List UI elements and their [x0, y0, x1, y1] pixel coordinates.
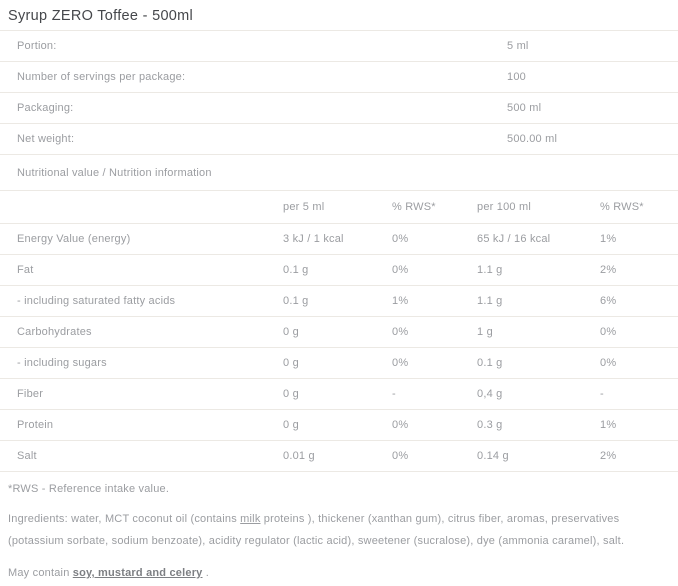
- ingredients-text: [0, 495, 678, 552]
- value-rws-100ml: 2%: [600, 450, 617, 462]
- info-label: Number of servings per package:: [17, 71, 186, 83]
- info-row-packaging: [0, 93, 678, 124]
- value-per-100ml: 1 g: [477, 326, 493, 338]
- info-row-net-weight: [0, 124, 678, 155]
- value-per-5ml: 0 g: [283, 419, 299, 431]
- row-label: Fat: [17, 264, 34, 276]
- may-contain-suffix: .: [202, 567, 210, 579]
- row-label: - including sugars: [17, 357, 107, 369]
- info-row-portion: [0, 31, 678, 62]
- nutrition-row-energy: [0, 224, 678, 255]
- row-label: Fiber: [17, 388, 44, 400]
- value-per-100ml: 0.1 g: [477, 357, 503, 369]
- nutrition-row-sugars: [0, 348, 678, 379]
- value-per-100ml: 65 kJ / 16 kcal: [477, 233, 551, 245]
- value-rws-100ml: 2%: [600, 264, 617, 276]
- info-value: 500 ml: [507, 102, 542, 114]
- value-rws-5ml: -: [392, 388, 396, 400]
- ingredients-suffix: proteins ), thickener (xanthan gum), citrus fiber, aromas, preservatives (potassium sorbate, sodium benzoate), acidity regulator (lactic acid), sweetener (sucralose), dye (ammonia caramel), salt.: [8, 513, 625, 547]
- col-header-per-100ml: per 100 ml: [477, 201, 531, 213]
- row-label: Energy Value (energy): [17, 233, 131, 245]
- value-rws-100ml: 1%: [600, 419, 617, 431]
- value-rws-5ml: 0%: [392, 233, 409, 245]
- value-per-5ml: 0.1 g: [283, 264, 309, 276]
- value-per-5ml: 0 g: [283, 388, 299, 400]
- nutrition-table: [0, 191, 678, 472]
- value-rws-5ml: 0%: [392, 357, 409, 369]
- nutrition-section-title: Nutritional value / Nutrition information: [17, 166, 212, 179]
- col-header-per-5ml: per 5 ml: [283, 201, 325, 213]
- info-value: 500.00 ml: [507, 133, 558, 145]
- info-row-servings: [0, 62, 678, 93]
- nutrition-row-saturated-fat: [0, 286, 678, 317]
- value-per-100ml: 1.1 g: [477, 264, 503, 276]
- info-label: Packaging:: [17, 102, 74, 114]
- info-label: Portion:: [17, 40, 57, 52]
- info-value: 5 ml: [507, 40, 529, 52]
- row-label: Carbohydrates: [17, 326, 92, 338]
- value-per-100ml: 0,4 g: [477, 388, 503, 400]
- row-label: Protein: [17, 419, 54, 431]
- row-label: Salt: [17, 450, 37, 462]
- nutrition-header-row: [0, 191, 678, 224]
- value-rws-100ml: 0%: [600, 357, 617, 369]
- value-rws-5ml: 0%: [392, 450, 409, 462]
- value-rws-5ml: 0%: [392, 326, 409, 338]
- may-contain-text: [0, 552, 678, 584]
- milk-allergen: milk: [240, 513, 261, 525]
- rws-footnote: *RWS - Reference intake value.: [8, 483, 170, 495]
- value-rws-5ml: 0%: [392, 419, 409, 431]
- value-per-100ml: 0.14 g: [477, 450, 509, 462]
- value-rws-100ml: 0%: [600, 326, 617, 338]
- info-value: 100: [507, 71, 526, 83]
- value-per-100ml: 0.3 g: [477, 419, 503, 431]
- value-per-5ml: 0 g: [283, 357, 299, 369]
- row-label: - including saturated fatty acids: [17, 295, 176, 307]
- value-rws-100ml: 1%: [600, 233, 617, 245]
- col-header-rws-100ml: % RWS*: [600, 201, 644, 213]
- value-per-5ml: 0.01 g: [283, 450, 315, 462]
- nutrition-row-protein: [0, 410, 678, 441]
- nutrition-section-title-row: [0, 155, 678, 191]
- value-per-5ml: 3 kJ / 1 kcal: [283, 233, 344, 245]
- value-per-100ml: 1.1 g: [477, 295, 503, 307]
- nutrition-row-carbohydrates: [0, 317, 678, 348]
- nutrition-row-fat: [0, 255, 678, 286]
- product-title: Syrup ZERO Toffee - 500ml: [8, 8, 194, 24]
- value-per-5ml: 0.1 g: [283, 295, 309, 307]
- may-contain-prefix: May contain: [8, 567, 73, 579]
- value-per-5ml: 0 g: [283, 326, 299, 338]
- value-rws-100ml: -: [600, 388, 604, 400]
- nutrition-row-fiber: [0, 379, 678, 410]
- value-rws-5ml: 1%: [392, 295, 409, 307]
- title-row: [0, 0, 678, 31]
- info-label: Net weight:: [17, 133, 75, 145]
- allergen-list: soy, mustard and celery: [72, 567, 203, 579]
- nutrition-row-salt: [0, 441, 678, 472]
- ingredients-prefix: Ingredients: water, MCT coconut oil (contains: [8, 513, 241, 525]
- value-rws-5ml: 0%: [392, 264, 409, 276]
- col-header-rws-5ml: % RWS*: [392, 201, 436, 213]
- value-rws-100ml: 6%: [600, 295, 617, 307]
